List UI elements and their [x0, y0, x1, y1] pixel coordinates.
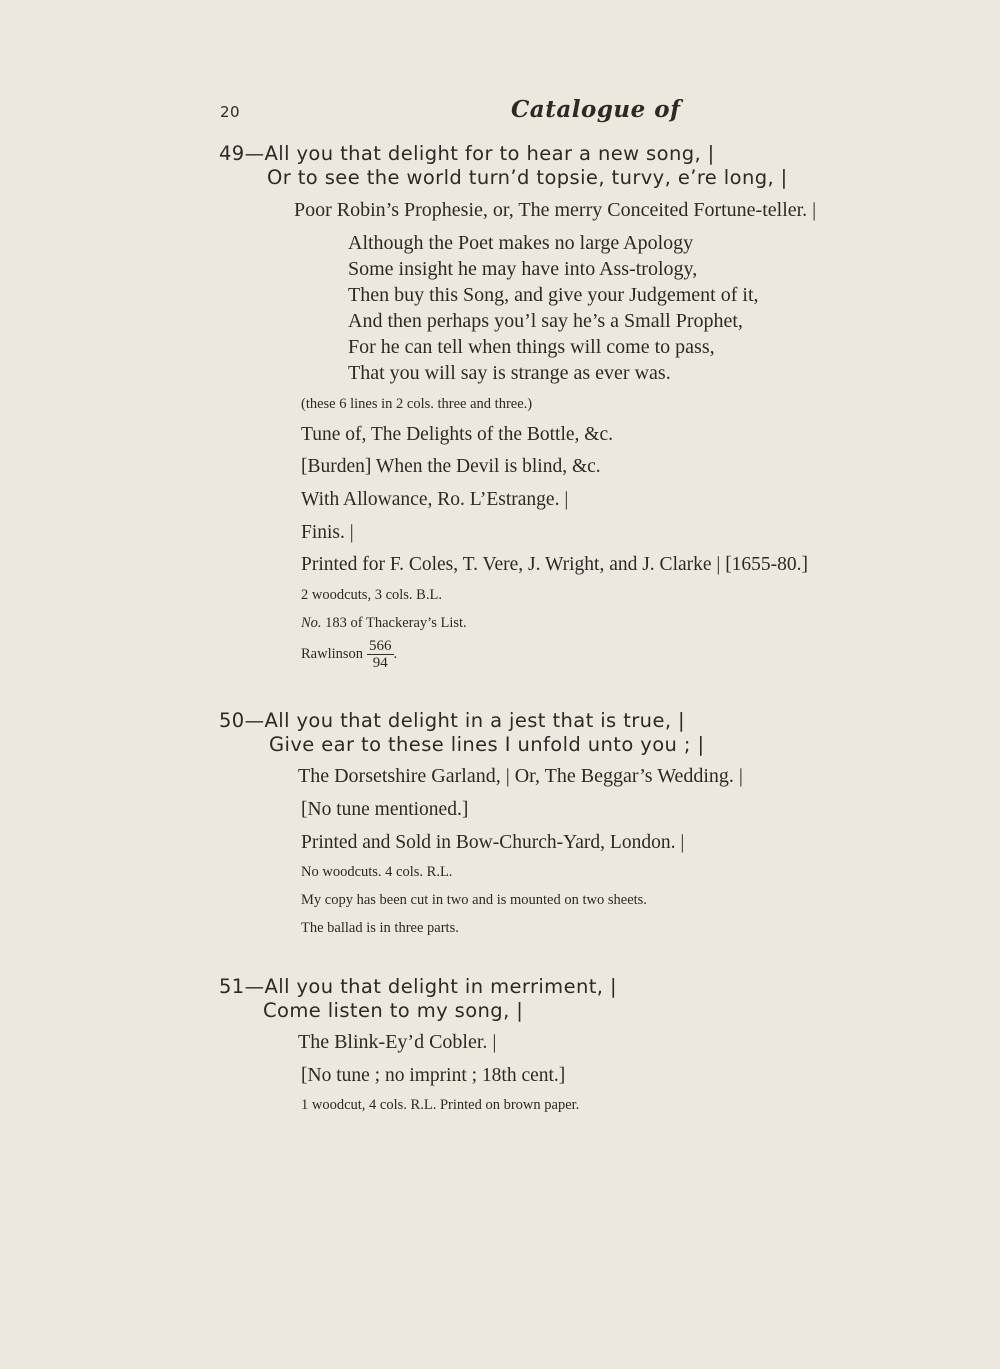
imprint: Printed for F. Coles, T. Vere, J. Wright, and J. Clarke | [1655-80.] — [301, 554, 809, 575]
reference-text: 183 of Thackeray’s List. — [321, 615, 467, 631]
tune: [No tune mentioned.] — [301, 799, 469, 820]
first-line-continuation: Give ear to these lines I unfold unto you ; | — [269, 733, 705, 756]
first-line-continuation: Come listen to my song, | — [263, 999, 524, 1022]
first-line: 49—All you that delight for to hear a new song, | — [219, 142, 715, 165]
verse-line: And then perhaps you’l say he’s a Small Prophet, — [348, 310, 743, 332]
verse-line: For he can tell when things will come to pass, — [348, 336, 715, 358]
shelfmark-numerator: 566 — [369, 638, 392, 654]
first-line: 50—All you that delight in a jest that is true, | — [219, 709, 686, 732]
verse-line: That you will say is strange as ever was. — [348, 362, 671, 384]
physical-description: 1 woodcut, 4 cols. R.L. Printed on brown paper. — [301, 1097, 580, 1113]
note: My copy has been cut in two and is mounted on two sheets. — [301, 892, 647, 908]
verse-line: Then buy this Song, and give your Judgement of it, — [348, 284, 759, 306]
license: With Allowance, Ro. L’Estrange. | — [301, 489, 569, 510]
tune: Tune of, The Delights of the Bottle, &c. — [301, 424, 613, 445]
verse-line: Although the Poet makes no large Apology — [348, 232, 694, 254]
imprint: Printed and Sold in Bow-Church-Yard, London. | — [301, 832, 685, 853]
shelfmark-fraction — [367, 638, 394, 671]
shelfmark-label: Rawlinson — [301, 645, 364, 662]
shelfmark-end: . — [393, 645, 398, 662]
note: The ballad is in three parts. — [301, 920, 459, 936]
page-number: 20 — [220, 103, 241, 121]
shelfmark — [301, 638, 397, 671]
finis: Finis. | — [301, 522, 354, 543]
physical-description: No woodcuts. 4 cols. R.L. — [301, 864, 453, 880]
tune: [No tune ; no imprint ; 18th cent.] — [301, 1065, 566, 1086]
physical-description: 2 woodcuts, 3 cols. B.L. — [301, 587, 442, 603]
verse-note: (these 6 lines in 2 cols. three and three.) — [301, 396, 533, 412]
ballad-title: Poor Robin’s Prophesie, or, The merry Conceited Fortune-teller. | — [294, 199, 817, 221]
first-line: 51—All you that delight in merriment, | — [219, 975, 617, 998]
verse-line: Some insight he may have into Ass-trology, — [348, 258, 698, 280]
running-title: Catalogue of — [511, 96, 681, 123]
ballad-title: The Dorsetshire Garland, | Or, The Beggar’s Wedding. | — [298, 765, 743, 787]
reference — [301, 615, 467, 632]
burden: [Burden] When the Devil is blind, &c. — [301, 456, 601, 477]
ballad-title: The Blink-Ey’d Cobler. | — [298, 1031, 497, 1053]
reference-prefix: No. — [301, 615, 322, 631]
first-line-continuation: Or to see the world turn’d topsie, turvy, e’re long, | — [267, 166, 788, 189]
shelfmark-denominator: 94 — [372, 655, 388, 671]
